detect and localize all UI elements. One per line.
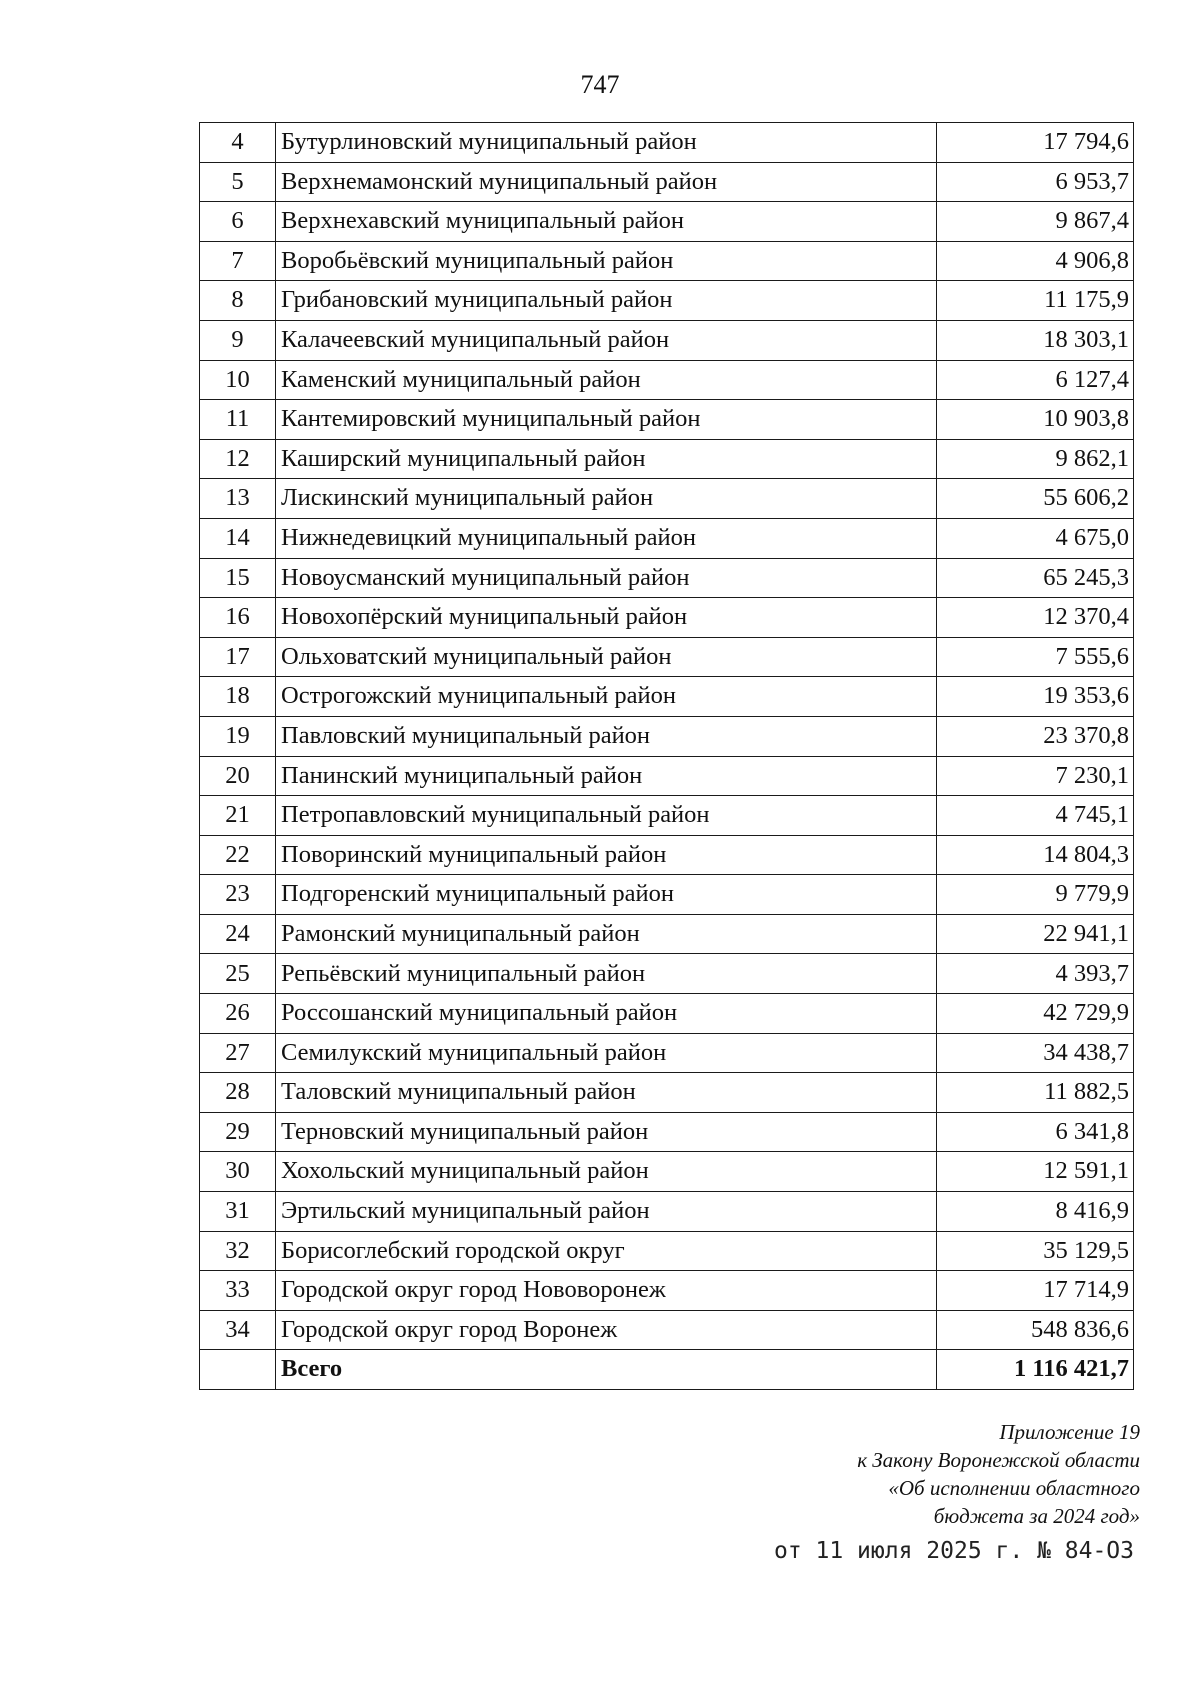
row-number: 11 bbox=[200, 400, 276, 440]
row-name: Рамонский муниципальный район bbox=[276, 914, 937, 954]
table-row bbox=[200, 558, 1134, 598]
row-value: 17 794,6 bbox=[937, 123, 1134, 163]
row-number: 5 bbox=[200, 162, 276, 202]
table-row bbox=[200, 796, 1134, 836]
row-value: 6 341,8 bbox=[937, 1112, 1134, 1152]
row-number: 18 bbox=[200, 677, 276, 717]
table-row bbox=[200, 479, 1134, 519]
row-name: Терновский муниципальный район bbox=[276, 1112, 937, 1152]
row-name: Кантемировский муниципальный район bbox=[276, 400, 937, 440]
row-name: Эртильский муниципальный район bbox=[276, 1192, 937, 1232]
table-row bbox=[200, 162, 1134, 202]
row-number: 28 bbox=[200, 1073, 276, 1113]
row-value: 12 370,4 bbox=[937, 598, 1134, 638]
appendix-title: Приложение 19 bbox=[999, 1420, 1140, 1444]
table-row bbox=[200, 637, 1134, 677]
row-name: Всего bbox=[276, 1350, 937, 1390]
row-value: 17 714,9 bbox=[937, 1271, 1134, 1311]
row-name: Подгоренский муниципальный район bbox=[276, 875, 937, 915]
row-name: Калачеевский муниципальный район bbox=[276, 320, 937, 360]
row-name: Россошанский муниципальный район bbox=[276, 994, 937, 1034]
row-number: 7 bbox=[200, 241, 276, 281]
row-number: 16 bbox=[200, 598, 276, 638]
table-row bbox=[200, 835, 1134, 875]
table-row bbox=[200, 1152, 1134, 1192]
row-number: 20 bbox=[200, 756, 276, 796]
table-row bbox=[200, 994, 1134, 1034]
row-number: 32 bbox=[200, 1231, 276, 1271]
row-value: 4 675,0 bbox=[937, 518, 1134, 558]
row-value: 10 903,8 bbox=[937, 400, 1134, 440]
row-number: 22 bbox=[200, 835, 276, 875]
table-row bbox=[200, 202, 1134, 242]
row-value: 55 606,2 bbox=[937, 479, 1134, 519]
page-number: 747 bbox=[580, 70, 620, 99]
table-row bbox=[200, 598, 1134, 638]
row-name: Репьёвский муниципальный район bbox=[276, 954, 937, 994]
row-name: Ольховатский муниципальный район bbox=[276, 637, 937, 677]
appendix-law-line: к Закону Воронежской области bbox=[857, 1448, 1140, 1472]
row-name: Панинский муниципальный район bbox=[276, 756, 937, 796]
table-row bbox=[200, 875, 1134, 915]
appendix-subject-line: «Об исполнении областного bbox=[888, 1476, 1140, 1500]
table-row-total bbox=[200, 1350, 1134, 1390]
decree-stamp: от 11 июля 2025 г. № 84-ОЗ bbox=[773, 1538, 1134, 1564]
row-name: Бутурлиновский муниципальный район bbox=[276, 123, 937, 163]
row-name: Борисоглебский городской округ bbox=[276, 1231, 937, 1271]
table-row bbox=[200, 1310, 1134, 1350]
row-value: 22 941,1 bbox=[937, 914, 1134, 954]
row-name: Лискинский муниципальный район bbox=[276, 479, 937, 519]
table-row bbox=[200, 954, 1134, 994]
table-row bbox=[200, 123, 1134, 163]
row-value: 35 129,5 bbox=[937, 1231, 1134, 1271]
row-name: Городской округ город Нововоронеж bbox=[276, 1271, 937, 1311]
row-name: Острогожский муниципальный район bbox=[276, 677, 937, 717]
budget-table bbox=[199, 122, 1134, 1390]
row-name: Новохопёрский муниципальный район bbox=[276, 598, 937, 638]
table-row bbox=[200, 677, 1134, 717]
row-number: 30 bbox=[200, 1152, 276, 1192]
row-value: 1 116 421,7 bbox=[937, 1350, 1134, 1390]
table-row bbox=[200, 360, 1134, 400]
row-number: 13 bbox=[200, 479, 276, 519]
row-number: 34 bbox=[200, 1310, 276, 1350]
table-row bbox=[200, 439, 1134, 479]
row-number: 4 bbox=[200, 123, 276, 163]
row-value: 548 836,6 bbox=[937, 1310, 1134, 1350]
appendix-year-line: бюджета за 2024 год» bbox=[933, 1504, 1140, 1528]
row-value: 4 393,7 bbox=[937, 954, 1134, 994]
table-row bbox=[200, 756, 1134, 796]
row-value: 42 729,9 bbox=[937, 994, 1134, 1034]
row-number: 9 bbox=[200, 320, 276, 360]
row-value: 7 555,6 bbox=[937, 637, 1134, 677]
row-number: 6 bbox=[200, 202, 276, 242]
row-name: Городской округ город Воронеж bbox=[276, 1310, 937, 1350]
row-name: Каширский муниципальный район bbox=[276, 439, 937, 479]
table-row bbox=[200, 400, 1134, 440]
row-number: 26 bbox=[200, 994, 276, 1034]
row-value: 65 245,3 bbox=[937, 558, 1134, 598]
row-value: 8 416,9 bbox=[937, 1192, 1134, 1232]
table-row bbox=[200, 281, 1134, 321]
row-number: 31 bbox=[200, 1192, 276, 1232]
row-number: 27 bbox=[200, 1033, 276, 1073]
row-number: 12 bbox=[200, 439, 276, 479]
row-value: 4 745,1 bbox=[937, 796, 1134, 836]
table-row bbox=[200, 1271, 1134, 1311]
table-row bbox=[200, 1033, 1134, 1073]
row-number: 24 bbox=[200, 914, 276, 954]
row-name: Таловский муниципальный район bbox=[276, 1073, 937, 1113]
table-row bbox=[200, 1192, 1134, 1232]
row-value: 11 882,5 bbox=[937, 1073, 1134, 1113]
row-value: 23 370,8 bbox=[937, 716, 1134, 756]
row-name: Воробьёвский муниципальный район bbox=[276, 241, 937, 281]
row-name: Хохольский муниципальный район bbox=[276, 1152, 937, 1192]
row-value: 14 804,3 bbox=[937, 835, 1134, 875]
row-number: 25 bbox=[200, 954, 276, 994]
row-value: 19 353,6 bbox=[937, 677, 1134, 717]
row-name: Каменский муниципальный район bbox=[276, 360, 937, 400]
row-name: Петропавловский муниципальный район bbox=[276, 796, 937, 836]
row-value: 6 953,7 bbox=[937, 162, 1134, 202]
table-row bbox=[200, 518, 1134, 558]
row-number: 10 bbox=[200, 360, 276, 400]
row-value: 6 127,4 bbox=[937, 360, 1134, 400]
table-row bbox=[200, 1231, 1134, 1271]
row-number bbox=[200, 1350, 276, 1390]
row-value: 9 779,9 bbox=[937, 875, 1134, 915]
row-number: 19 bbox=[200, 716, 276, 756]
row-name: Грибановский муниципальный район bbox=[276, 281, 937, 321]
row-value: 9 862,1 bbox=[937, 439, 1134, 479]
appendix-block bbox=[640, 1418, 1140, 1530]
table-row bbox=[200, 716, 1134, 756]
row-name: Семилукский муниципальный район bbox=[276, 1033, 937, 1073]
table-row bbox=[200, 1112, 1134, 1152]
row-name: Верхнехавский муниципальный район bbox=[276, 202, 937, 242]
row-name: Нижнедевицкий муниципальный район bbox=[276, 518, 937, 558]
row-value: 18 303,1 bbox=[937, 320, 1134, 360]
row-value: 4 906,8 bbox=[937, 241, 1134, 281]
row-value: 7 230,1 bbox=[937, 756, 1134, 796]
table-row bbox=[200, 914, 1134, 954]
table-row bbox=[200, 1073, 1134, 1113]
table-body bbox=[200, 123, 1134, 1390]
row-value: 12 591,1 bbox=[937, 1152, 1134, 1192]
row-name: Павловский муниципальный район bbox=[276, 716, 937, 756]
row-number: 15 bbox=[200, 558, 276, 598]
row-number: 33 bbox=[200, 1271, 276, 1311]
row-number: 17 bbox=[200, 637, 276, 677]
row-value: 11 175,9 bbox=[937, 281, 1134, 321]
row-number: 21 bbox=[200, 796, 276, 836]
table-row bbox=[200, 320, 1134, 360]
row-name: Новоусманский муниципальный район bbox=[276, 558, 937, 598]
row-name: Поворинский муниципальный район bbox=[276, 835, 937, 875]
table-row bbox=[200, 241, 1134, 281]
row-number: 8 bbox=[200, 281, 276, 321]
row-value: 34 438,7 bbox=[937, 1033, 1134, 1073]
row-number: 14 bbox=[200, 518, 276, 558]
row-number: 29 bbox=[200, 1112, 276, 1152]
row-number: 23 bbox=[200, 875, 276, 915]
row-name: Верхнемамонский муниципальный район bbox=[276, 162, 937, 202]
row-value: 9 867,4 bbox=[937, 202, 1134, 242]
